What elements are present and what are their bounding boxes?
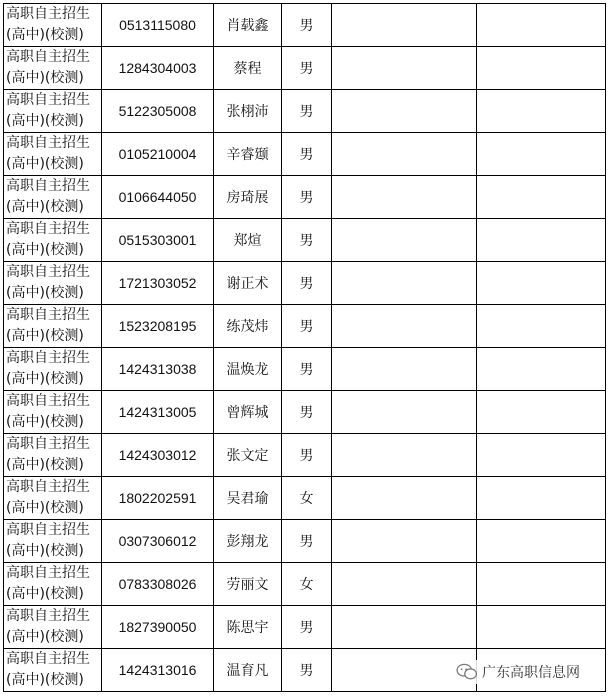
student-name-cell: 彭翔龙 <box>214 520 282 563</box>
category-text: 高职自主招生 <box>6 6 90 22</box>
category-cell <box>4 649 102 692</box>
category-text: (高中)(校测) <box>6 672 84 688</box>
category-cell <box>4 176 102 219</box>
gender-cell: 男 <box>282 434 332 477</box>
empty-cell <box>332 348 477 391</box>
empty-cell <box>477 563 606 606</box>
category-text: 高职自主招生 <box>6 307 90 323</box>
category-text: 高职自主招生 <box>6 565 90 581</box>
student-name-cell: 房琦展 <box>214 176 282 219</box>
category-text: (高中)(校测) <box>6 586 84 602</box>
empty-cell <box>477 606 606 649</box>
student-name-cell: 吴君瑜 <box>214 477 282 520</box>
exam-number-cell: 1284304003 <box>102 47 214 90</box>
category-text: 高职自主招生 <box>6 264 90 280</box>
category-text: (高中)(校测) <box>6 457 84 473</box>
empty-cell <box>332 305 477 348</box>
student-name-cell: 辛睿颋 <box>214 133 282 176</box>
exam-number-cell: 0515303001 <box>102 219 214 262</box>
table-row <box>4 305 606 348</box>
gender-cell: 男 <box>282 305 332 348</box>
category-text: (高中)(校测) <box>6 328 84 344</box>
empty-cell <box>477 90 606 133</box>
category-cell <box>4 563 102 606</box>
category-text: 高职自主招生 <box>6 135 90 151</box>
table-row <box>4 606 606 649</box>
category-text: (高中)(校测) <box>6 27 84 43</box>
gender-cell: 女 <box>282 477 332 520</box>
category-text: (高中)(校测) <box>6 371 84 387</box>
exam-number-cell: 1802202591 <box>102 477 214 520</box>
category-cell <box>4 477 102 520</box>
exam-number-cell: 1827390050 <box>102 606 214 649</box>
watermark <box>452 660 584 684</box>
empty-cell <box>477 262 606 305</box>
gender-cell: 男 <box>282 262 332 305</box>
empty-cell <box>332 563 477 606</box>
empty-cell <box>332 133 477 176</box>
empty-cell <box>332 219 477 262</box>
exam-number-cell: 1424313005 <box>102 391 214 434</box>
category-text: (高中)(校测) <box>6 500 84 516</box>
empty-cell <box>477 305 606 348</box>
table-row <box>4 563 606 606</box>
gender-cell: 男 <box>282 47 332 90</box>
exam-number-cell: 5122305008 <box>102 90 214 133</box>
exam-number-cell: 0307306012 <box>102 520 214 563</box>
category-cell <box>4 47 102 90</box>
table-row <box>4 133 606 176</box>
table-row <box>4 434 606 477</box>
category-text: 高职自主招生 <box>6 393 90 409</box>
empty-cell <box>477 176 606 219</box>
empty-cell <box>477 434 606 477</box>
student-name-cell: 张栩沛 <box>214 90 282 133</box>
category-text: 高职自主招生 <box>6 522 90 538</box>
empty-cell <box>332 176 477 219</box>
category-cell <box>4 520 102 563</box>
empty-cell <box>477 4 606 47</box>
table-row <box>4 520 606 563</box>
empty-cell <box>477 391 606 434</box>
wechat-icon <box>456 663 478 681</box>
category-cell <box>4 434 102 477</box>
category-cell <box>4 219 102 262</box>
exam-number-cell: 0106644050 <box>102 176 214 219</box>
gender-cell: 男 <box>282 176 332 219</box>
empty-cell <box>332 520 477 563</box>
table-row <box>4 477 606 520</box>
empty-cell <box>332 434 477 477</box>
empty-cell <box>477 219 606 262</box>
watermark-text: 广东高职信息网 <box>482 665 580 681</box>
gender-cell: 男 <box>282 606 332 649</box>
category-text: 高职自主招生 <box>6 178 90 194</box>
admission-table <box>3 3 606 692</box>
student-name-cell: 蔡程 <box>214 47 282 90</box>
empty-cell <box>332 90 477 133</box>
category-text: (高中)(校测) <box>6 113 84 129</box>
category-text: 高职自主招生 <box>6 221 90 237</box>
table-row <box>4 176 606 219</box>
table-row <box>4 90 606 133</box>
gender-cell: 女 <box>282 563 332 606</box>
empty-cell <box>477 477 606 520</box>
table-row <box>4 219 606 262</box>
exam-number-cell: 0513115080 <box>102 4 214 47</box>
student-name-cell: 陈思宇 <box>214 606 282 649</box>
empty-cell <box>332 477 477 520</box>
gender-cell: 男 <box>282 219 332 262</box>
category-cell <box>4 262 102 305</box>
category-text: 高职自主招生 <box>6 49 90 65</box>
student-name-cell: 肖载鑫 <box>214 4 282 47</box>
student-name-cell: 郑煊 <box>214 219 282 262</box>
category-text: (高中)(校测) <box>6 543 84 559</box>
exam-number-cell: 1523208195 <box>102 305 214 348</box>
category-text: 高职自主招生 <box>6 350 90 366</box>
table-row <box>4 4 606 47</box>
table-row <box>4 348 606 391</box>
exam-number-cell: 1424303012 <box>102 434 214 477</box>
gender-cell: 男 <box>282 348 332 391</box>
category-cell <box>4 133 102 176</box>
category-cell <box>4 348 102 391</box>
category-cell <box>4 4 102 47</box>
gender-cell: 男 <box>282 133 332 176</box>
student-name-cell: 温育凡 <box>214 649 282 692</box>
category-text: (高中)(校测) <box>6 242 84 258</box>
category-text: (高中)(校测) <box>6 285 84 301</box>
student-name-cell: 劳丽文 <box>214 563 282 606</box>
empty-cell <box>477 47 606 90</box>
student-name-cell: 谢正术 <box>214 262 282 305</box>
category-text: (高中)(校测) <box>6 414 84 430</box>
gender-cell: 男 <box>282 520 332 563</box>
gender-cell: 男 <box>282 90 332 133</box>
empty-cell <box>332 47 477 90</box>
category-text: 高职自主招生 <box>6 608 90 624</box>
empty-cell <box>332 4 477 47</box>
category-text: (高中)(校测) <box>6 629 84 645</box>
category-text: 高职自主招生 <box>6 651 90 667</box>
exam-number-cell: 1424313016 <box>102 649 214 692</box>
category-text: 高职自主招生 <box>6 479 90 495</box>
exam-number-cell: 1721303052 <box>102 262 214 305</box>
gender-cell: 男 <box>282 391 332 434</box>
student-name-cell: 温焕龙 <box>214 348 282 391</box>
table-row <box>4 47 606 90</box>
category-text: (高中)(校测) <box>6 156 84 172</box>
category-cell <box>4 305 102 348</box>
category-cell <box>4 90 102 133</box>
category-cell <box>4 391 102 434</box>
empty-cell <box>332 391 477 434</box>
category-text: (高中)(校测) <box>6 70 84 86</box>
student-name-cell: 曾辉城 <box>214 391 282 434</box>
empty-cell <box>332 606 477 649</box>
exam-number-cell: 0783308026 <box>102 563 214 606</box>
table-row <box>4 262 606 305</box>
category-cell <box>4 606 102 649</box>
gender-cell: 男 <box>282 4 332 47</box>
category-text: 高职自主招生 <box>6 436 90 452</box>
empty-cell <box>477 348 606 391</box>
empty-cell <box>332 262 477 305</box>
gender-cell: 男 <box>282 649 332 692</box>
table-row <box>4 391 606 434</box>
empty-cell <box>477 520 606 563</box>
empty-cell <box>477 133 606 176</box>
exam-number-cell: 0105210004 <box>102 133 214 176</box>
category-text: (高中)(校测) <box>6 199 84 215</box>
student-name-cell: 练茂炜 <box>214 305 282 348</box>
exam-number-cell: 1424313038 <box>102 348 214 391</box>
category-text: 高职自主招生 <box>6 92 90 108</box>
student-name-cell: 张文定 <box>214 434 282 477</box>
